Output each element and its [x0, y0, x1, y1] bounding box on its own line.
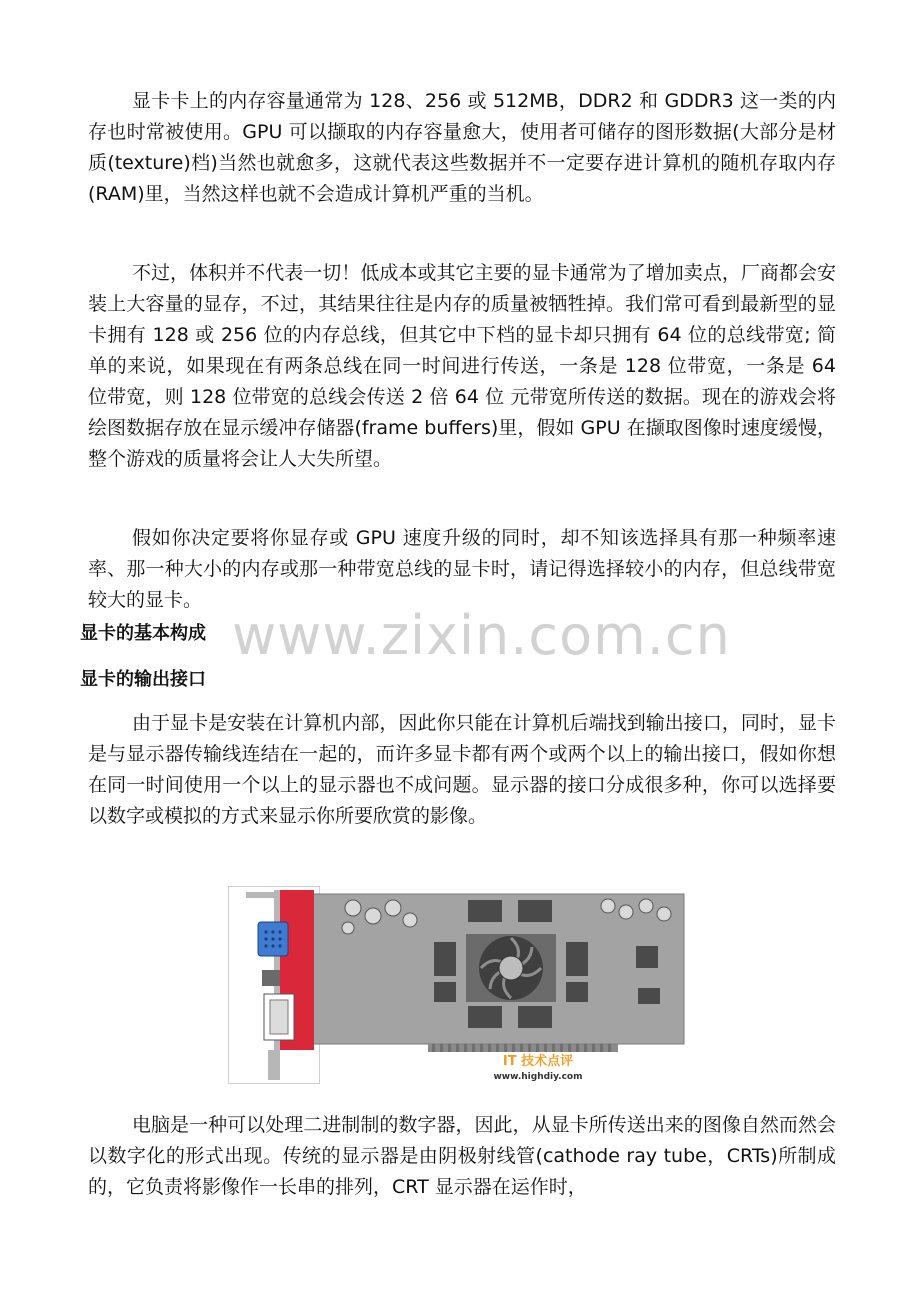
paragraph-upgrade-advice: 假如你决定要将你显存或 GPU 速度升级的同时，却不知该选择具有那一种频率速率、那一种大小的内存或那一种带宽总线的显卡时，请记得选择较小的内存，但总线带宽较大的显卡。: [88, 527, 836, 611]
figure-caption-title: IT 技术点评: [502, 1054, 574, 1069]
paragraph-output-ports: 由于显卡是安装在计算机内部，因此你只能在计算机后端找到输出接口，同时，显卡是与显示器传输线连结在一起的，而许多显卡都有两个或两个以上的输出接口，假如你想在同一时间使用一个以上的显示器也不成问题。显示器的接口分成很多种，你可以选择要以数字或模拟的方式来显示你所要欣赏的影像。: [88, 712, 836, 827]
figure-caption-url: www.highdiy.com: [493, 1072, 583, 1082]
paragraph-memory-bus: 不过，体积并不代表一切！低成本或其它主要的显卡通常为了增加卖点，厂商都会安装上大容量的显存，不过，其结果往往是内存的质量被牺牲掉。我们常可看到最新型的显卡拥有 128 或 256 位的内存总线，但其它中下档的显卡却只拥有 64 位的总线带宽; 简单的来说，如果现在有两条总线在同一时间进行传送，一条是 128 位带宽，一条是 64 位带宽，则 128 位带宽的总线会传送 2 倍 64 位 元带宽所传送的数据。现在的游戏会将绘图数据存放在显示缓冲存储器(frame buffers)里，假如 GPU 在撷取图像时速度缓慢，整个游戏的质量将会让人大失所望。: [88, 262, 836, 470]
heading-basic-structure: 显卡的基本构成: [80, 623, 206, 644]
watermark: www.zixin.com.cn: [232, 604, 731, 667]
heading-output-ports: 显卡的输出接口: [80, 669, 206, 690]
graphics-card-photo: [228, 886, 692, 1084]
paragraph-digital-display: 电脑是一种可以处理二进制制的数字器，因此，从显卡所传送出来的图像自然而然会以数字化的形式出现。传统的显示器是由阴极射线管(cathode ray tube，CRTs)所制成的，它负责将影像作一长串的排列，CRT 显示器在运作时，: [88, 1114, 836, 1198]
paragraph-memory-capacity: 显卡卡上的内存容量通常为 128、256 或 512MB，DDR2 和 GDDR3 这一类的内存也时常被使用。GPU 可以撷取的内存容量愈大，使用者可储存的图形数据(大部分是材质(texture)档)当然也就愈多，这就代表这些数据并不一定要存进计算机的随机存取内存(RAM)里，当然这样也就不会造成计算机严重的当机。: [88, 90, 836, 205]
